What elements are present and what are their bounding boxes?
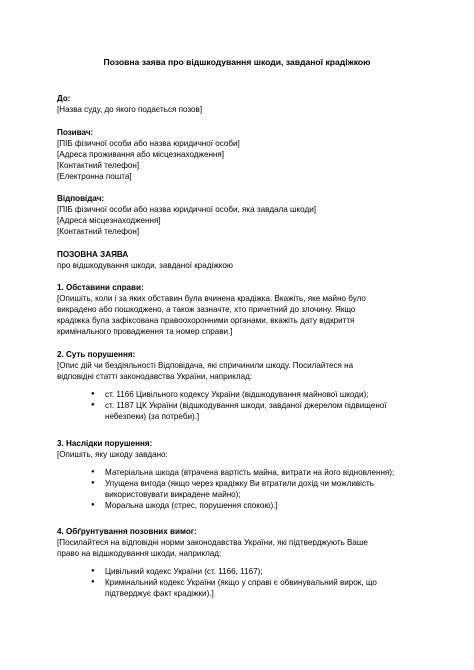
- list-item-text: небезпеки) (за потреби).]: [105, 412, 200, 421]
- section-1-line: кримінального провадження та номер справи.]: [57, 327, 233, 336]
- defendant-heading: Відповідач:: [57, 194, 105, 203]
- section-3-heading: 3. Наслідки порушення:: [57, 439, 153, 448]
- list-item-text: ● ст. 1187 ЦК України (відшкодування шкоди, завданої джерелом підвищеної: [105, 401, 387, 410]
- plaintiff-heading: Позивач:: [57, 128, 94, 137]
- section-consequences: [57, 438, 427, 511]
- claim-subheading: про відшкодування шкоди, завданої крадіжкою: [57, 261, 233, 270]
- section-2-heading: 2. Суть порушення:: [57, 350, 136, 359]
- section-justification: [57, 526, 427, 599]
- section-4-list: [91, 566, 427, 599]
- court-name: [Назва суду, до якого подається позов]: [57, 105, 203, 114]
- section-3-line: [Опишіть, яку шкоду завдано:: [57, 450, 168, 459]
- defendant-phone: [Контактний телефон]: [57, 227, 140, 236]
- section-2-list: [91, 389, 427, 422]
- list-item: [91, 566, 427, 577]
- list-item: [91, 478, 427, 500]
- list-item-text: ● Упущена вигода (якщо через крадіжку Ви втратили дохід чи можливість: [105, 479, 374, 488]
- section-4-line: [Посилайтеся на відповідні норми законодавства України, які підтверджують Ваше: [57, 538, 368, 547]
- section-1-heading: 1. Обставини справи:: [57, 283, 144, 292]
- list-item-text: ● Кримінальний кодекс України (якщо у справі є обвинувальний вирок, що: [105, 578, 377, 587]
- plaintiff-name: [ПІБ фізичної особи або назва юридичної особи]: [57, 139, 240, 148]
- list-item: [91, 400, 427, 422]
- list-item-text: ● Моральна шкода (стрес, порушення спокою).]: [105, 501, 278, 510]
- plaintiff-address: [Адреса проживання або місцезнаходження]: [57, 150, 225, 159]
- section-3-list: [91, 467, 427, 511]
- section-1-line: викрадено або пошкоджено, а також зазначте, хто причетний до злочину. Якщо: [57, 305, 356, 314]
- list-item-text: ● Матеріальна шкода (втрачена вартість майна, витрати на його відновлення);: [105, 468, 395, 477]
- section-violation: [57, 349, 427, 422]
- section-4-line: право на відшкодування шкоди, наприклад:: [57, 549, 222, 558]
- list-item: [91, 467, 427, 478]
- defendant-block: [57, 193, 427, 237]
- section-2-line: [Опис дій чи бездіяльності Відповідача, які спричинили шкоду. Посилайтеся на: [57, 361, 354, 370]
- plaintiff-block: [57, 127, 427, 182]
- list-item: [91, 577, 427, 599]
- claim-heading-block: [57, 249, 427, 271]
- claim-heading: ПОЗОВНА ЗАЯВА: [57, 250, 129, 259]
- plaintiff-phone: [Контактний телефон]: [57, 161, 140, 170]
- list-item-text: підтверджує факт крадіжки).]: [105, 589, 214, 598]
- document-title: Позовна заява про відшкодування шкоди, завданої крадіжкою: [103, 57, 371, 67]
- section-1-line: крадіжка була зафіксована правоохоронними органами, вкажіть дату відкриття: [57, 316, 355, 325]
- addressee-heading: До:: [57, 94, 71, 103]
- list-item: [91, 500, 427, 511]
- list-item: [91, 389, 427, 400]
- section-2-line: відповідні статті законодавства України, наприклад:: [57, 372, 253, 381]
- list-item-text: ● ст. 1166 Цивільного кодексу України (відшкодування майнової шкоди);: [105, 390, 369, 399]
- list-item-text: використовувати викрадене майно);: [105, 490, 241, 499]
- defendant-address: [Адреса місцезнаходження]: [57, 216, 161, 225]
- defendant-name: [ПІБ фізичної особи або назва юридичної особи, яка завдала шкоди]: [57, 205, 316, 214]
- list-item-text: ● Цивільний кодекс України (ст. 1166, 1167);: [105, 567, 263, 576]
- section-circumstances: [57, 282, 427, 337]
- plaintiff-email: [Електронна пошта]: [57, 172, 132, 181]
- section-1-line: [Опишіть, коли і за яких обставин була вчинена крадіжка. Вкажіть, яке майно було: [57, 294, 366, 303]
- section-4-heading: 4. Обґрунтування позовних вимог:: [57, 527, 197, 536]
- addressee-block: [57, 93, 427, 115]
